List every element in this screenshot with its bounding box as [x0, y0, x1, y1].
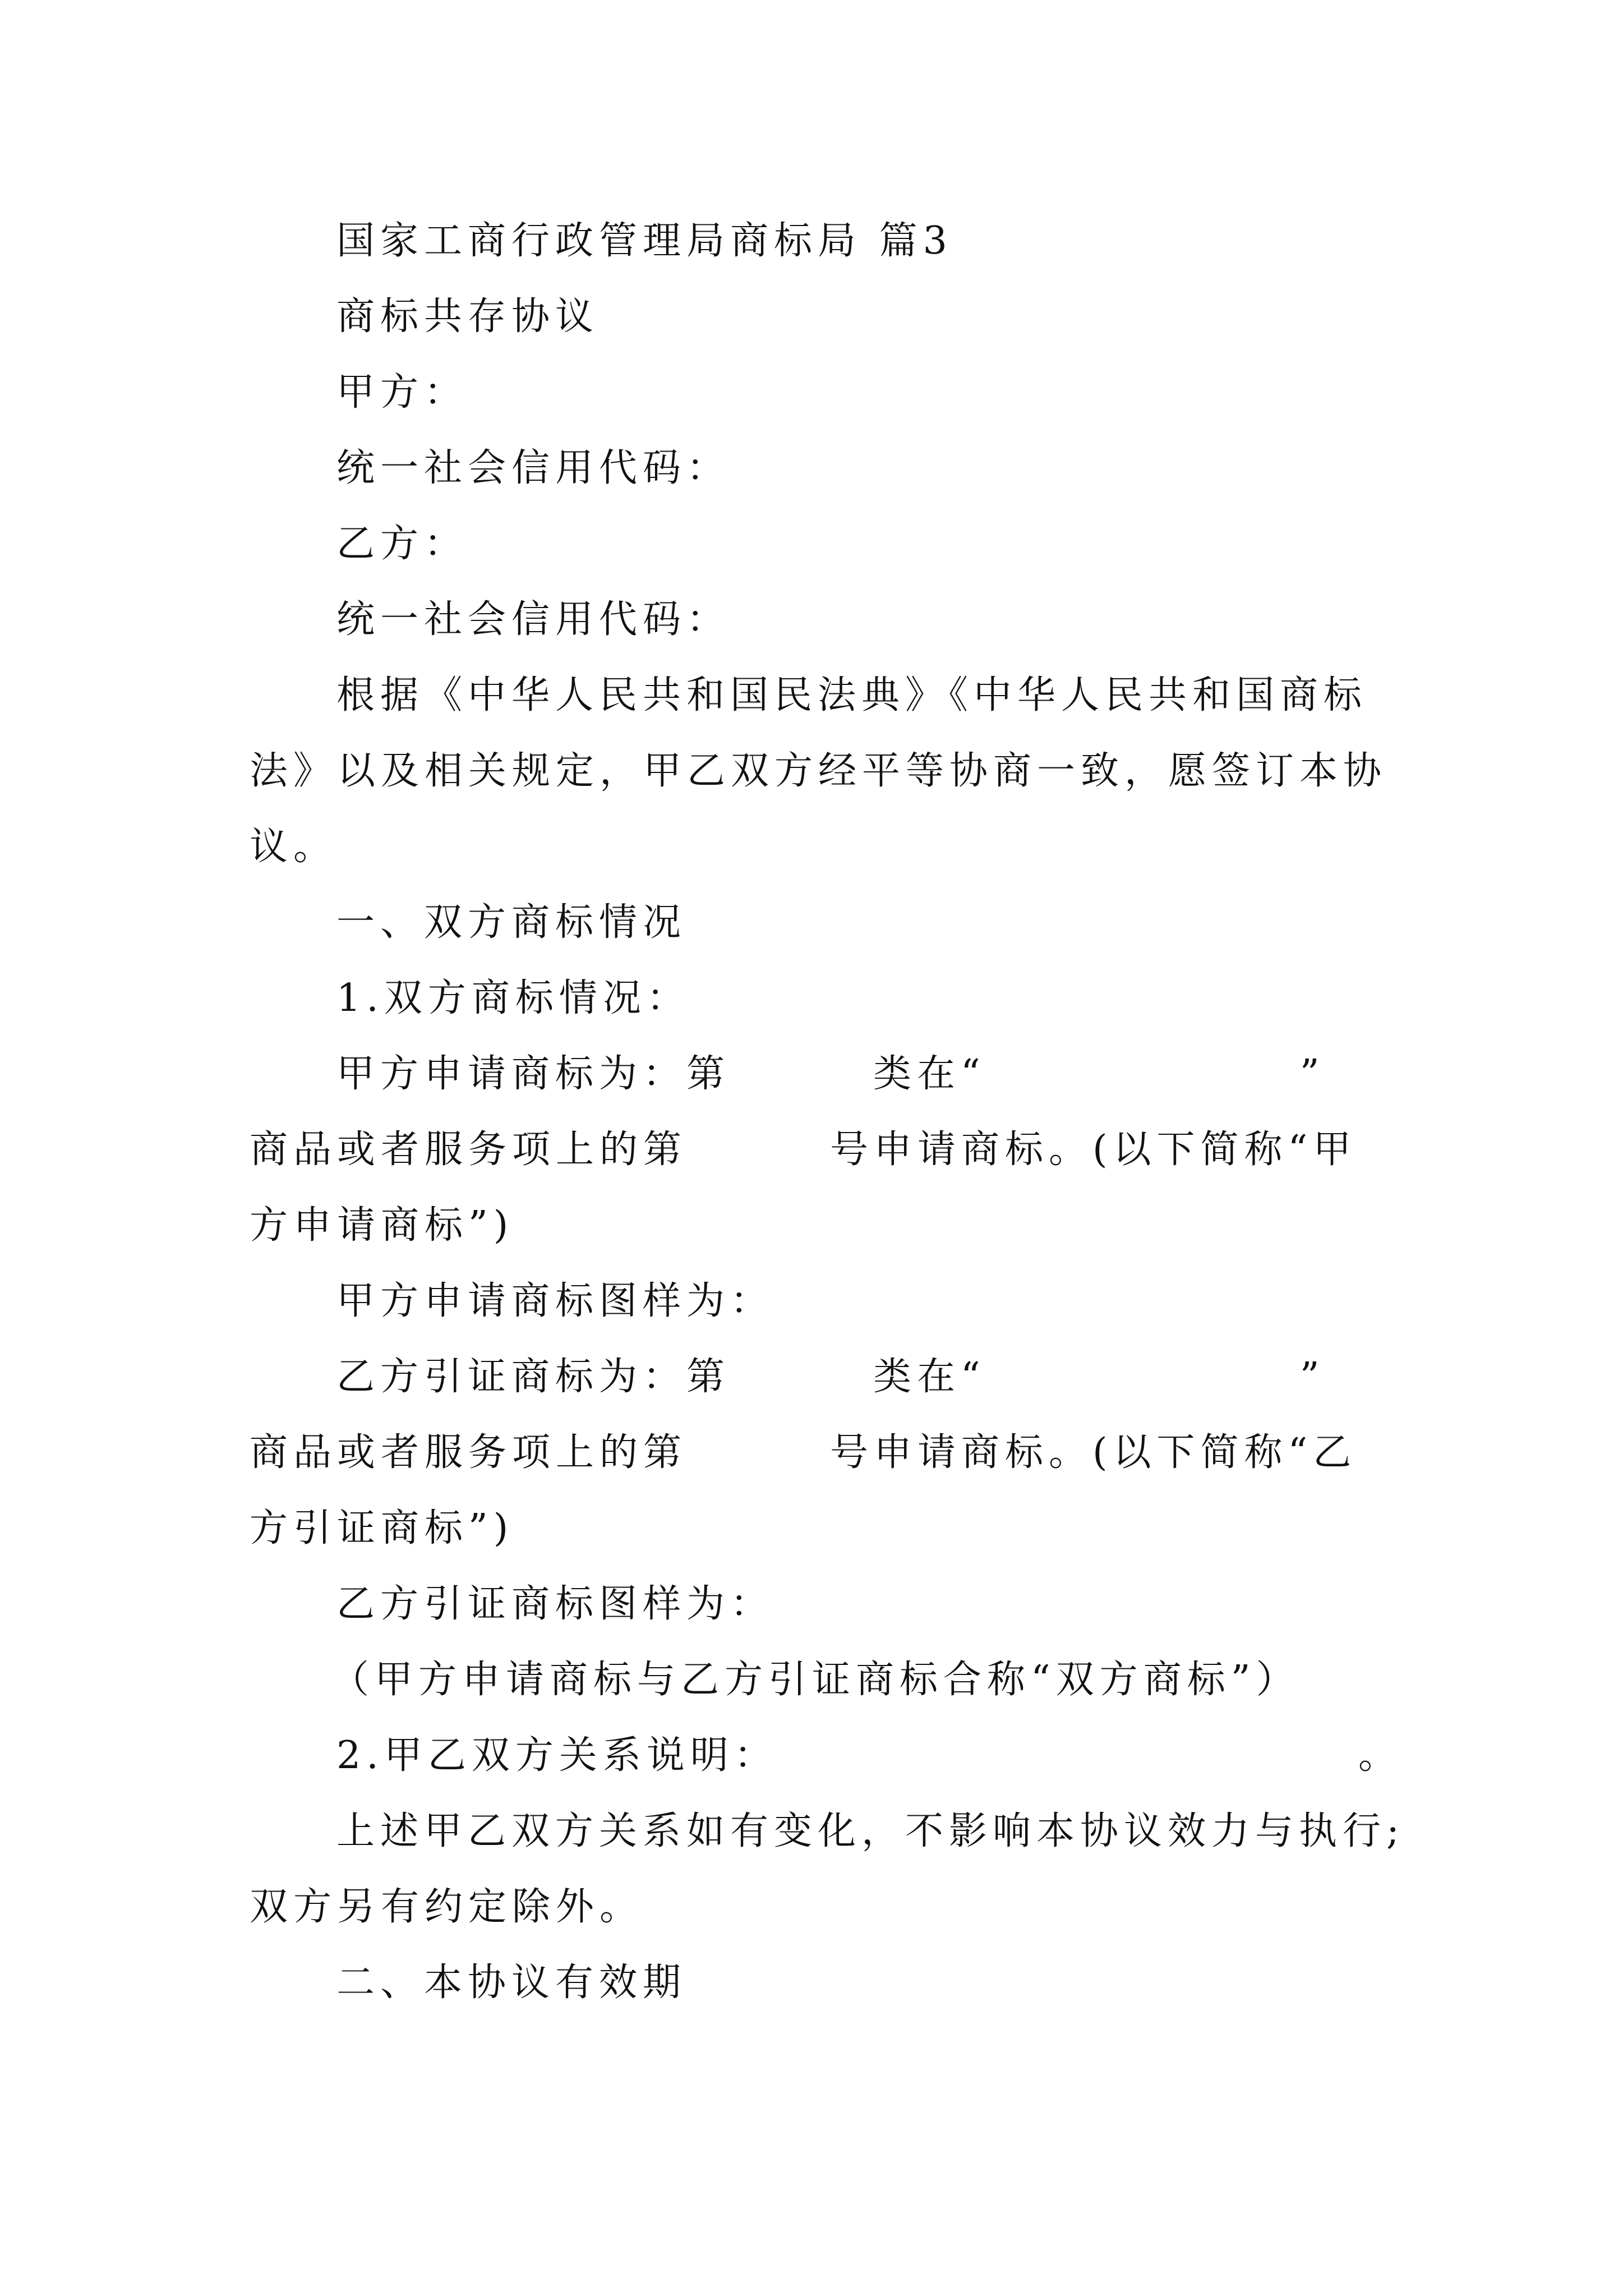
party-a-mark-number-suffix: 号申请商标。(以下简称“甲 — [830, 1128, 1357, 1172]
party-a-mark-sample-label: 甲方申请商标图样为： — [336, 1279, 774, 1323]
legal-basis-line-1: 根据《中华人民共和国民法典》《中华人民共和国商标 — [336, 673, 1368, 717]
party-b-mark-line-3: 方引证商标”) — [250, 1506, 514, 1550]
section-1-title: 一、双方商标情况 — [336, 900, 687, 945]
legal-basis-line-3: 议。 — [250, 825, 338, 869]
item-2-line — [336, 1728, 1402, 1784]
legal-basis-line-2: 法》以及相关规定，甲乙双方经平等协商一致，愿签订本协 — [250, 749, 1387, 793]
combined-marks-note: （甲方申请商标与乙方引证商标合称“双方商标”） — [331, 1658, 1300, 1702]
party-b-mark-line-2 — [250, 1425, 1357, 1481]
relationship-change-line-1: 上述甲乙双方关系如有变化，不影响本协议效力与执行; — [336, 1809, 1405, 1853]
party-b-mark-number-suffix: 号申请商标。(以下简称“乙 — [830, 1430, 1357, 1475]
party-a-mark-line-1 — [336, 1046, 1325, 1102]
section-2-title: 二、本协议有效期 — [336, 1961, 687, 2005]
party-b-mark-line-1 — [336, 1349, 1325, 1405]
agreement-title: 商标共存协议 — [336, 295, 600, 339]
party-a-credit-code-label: 统一社会信用代码： — [336, 446, 731, 490]
item-2-label: 2.甲乙双方关系说明： — [336, 1733, 778, 1778]
party-b-mark-number-prefix: 商品或者服务项上的第 — [250, 1430, 688, 1475]
party-a-mark-line-2 — [250, 1122, 1357, 1178]
party-a-mark-class-prefix: 甲方申请商标为：第 — [336, 1052, 731, 1096]
item-1-title: 1.双方商标情况： — [336, 976, 690, 1020]
party-b-credit-code-label: 统一社会信用代码： — [336, 597, 731, 642]
relationship-change-line-2: 双方另有约定除外。 — [250, 1885, 644, 1929]
party-b-mark-goods-prefix: 类在“ — [873, 1355, 986, 1399]
party-a-mark-goods-prefix: 类在“ — [873, 1052, 986, 1096]
party-b-mark-class-prefix: 乙方引证商标为：第 — [336, 1355, 731, 1399]
party-b-mark-goods-suffix: ” — [1299, 1355, 1325, 1399]
party-a-label: 甲方： — [336, 370, 468, 415]
document-heading: 国家工商行政管理局商标局 篇3 — [336, 219, 953, 263]
party-a-mark-line-3: 方申请商标”) — [250, 1203, 514, 1248]
item-2-end-mark: 。 — [1358, 1733, 1402, 1778]
party-b-mark-sample-label: 乙方引证商标图样为： — [336, 1582, 774, 1626]
party-b-label: 乙方： — [336, 522, 468, 566]
party-a-mark-goods-suffix: ” — [1299, 1052, 1325, 1096]
party-a-mark-number-prefix: 商品或者服务项上的第 — [250, 1128, 688, 1172]
